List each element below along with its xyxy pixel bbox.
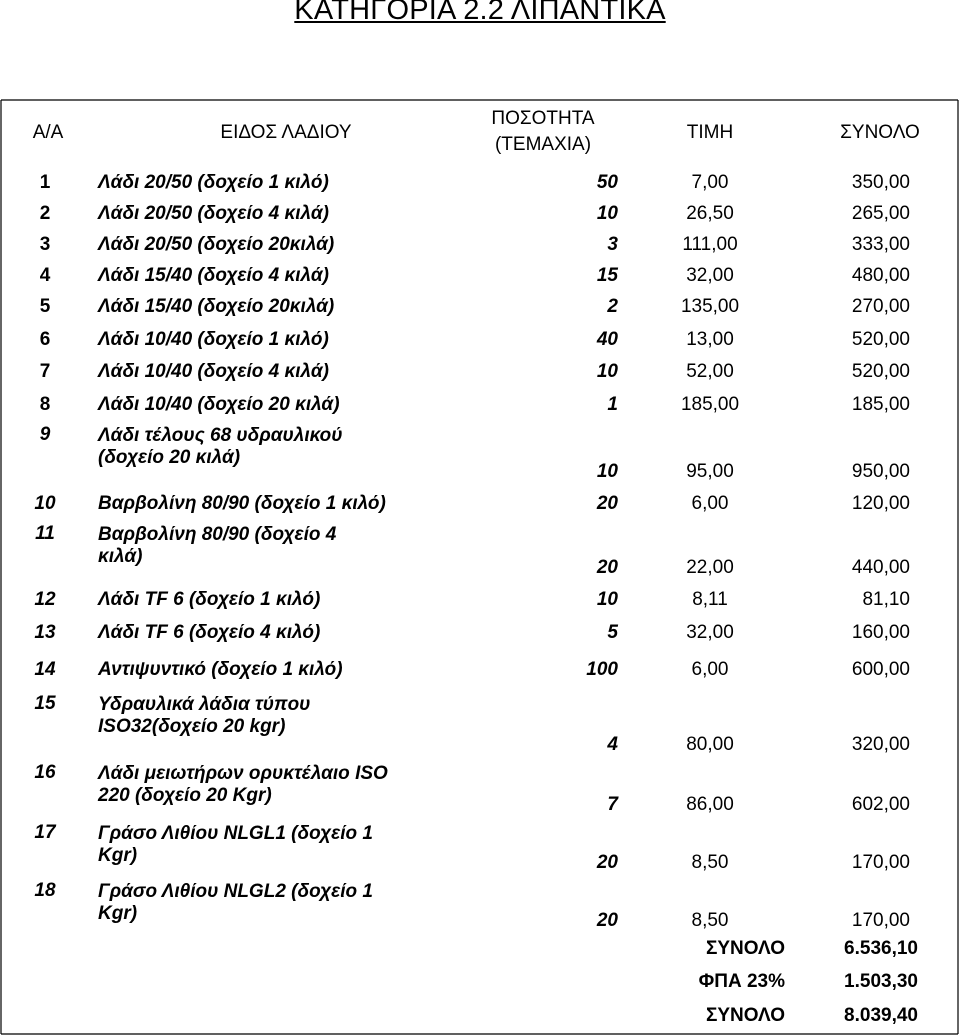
row-number: 5 (39, 296, 51, 317)
item-price: 8,50 (691, 910, 729, 931)
item-name: Λάδι 15/40 (δοχείο 4 κιλά) (98, 264, 329, 286)
item-total: 170,00 (851, 852, 910, 873)
item-quantity: 7 (607, 794, 618, 815)
row-number: 12 (34, 588, 56, 610)
item-quantity: 1 (607, 394, 618, 415)
item-quantity: 10 (596, 588, 618, 610)
item-price: 7,00 (691, 171, 729, 193)
header-qty-line2: (ΤΕΜΑΧΙΑ) (494, 134, 592, 155)
item-name: Λάδι TF 6 (δοχείο 4 κιλό) (98, 621, 321, 643)
item-name: Λάδι 10/40 (δοχείο 20 κιλά) (98, 394, 340, 415)
item-name: Λάδι TF 6 (δοχείο 1 κιλό) (98, 588, 321, 610)
summary-value: 8.039,40 (844, 1005, 918, 1026)
item-price: 32,00 (686, 264, 734, 286)
item-quantity: 40 (596, 328, 618, 350)
item-price: 185,00 (680, 394, 740, 415)
item-total: 81,10 (862, 588, 910, 610)
item-name-line: Γράσο Λιθίου NLGL2 (δοχείο 1 (98, 881, 373, 902)
summary-label: ΦΠΑ 23% (698, 971, 785, 992)
row-number: 16 (34, 762, 56, 783)
item-price: 8,11 (692, 588, 728, 610)
item-price: 52,00 (686, 361, 734, 382)
item-name: Βαρβολίνη 80/90 (δοχείο 1 κιλό) (98, 493, 386, 514)
item-price: 111,00 (682, 233, 738, 255)
item-name-line: Kgr) (98, 903, 138, 924)
summary-label: ΣΥΝΟΛΟ (705, 1005, 785, 1026)
item-name: Λάδι 10/40 (δοχείο 4 κιλά) (98, 361, 329, 382)
row-number: 18 (34, 880, 56, 901)
item-quantity: 10 (596, 361, 618, 382)
item-price: 13,00 (686, 328, 734, 350)
row-number: 14 (34, 659, 56, 680)
item-name-line: Γράσο Λιθίου NLGL1 (δοχείο 1 (98, 823, 373, 844)
item-name-line: 220 (δοχείο 20 Kgr) (98, 785, 272, 806)
row-number: 3 (39, 233, 51, 255)
header-aa: Α/Α (32, 122, 64, 143)
item-price: 8,50 (691, 852, 729, 873)
item-total: 520,00 (851, 361, 910, 382)
item-quantity: 20 (596, 493, 618, 514)
item-name-line: Υδραυλικά λάδια τύπου (98, 694, 311, 715)
row-number: 7 (39, 361, 51, 382)
summary-label: ΣΥΝΟΛΟ (705, 938, 785, 959)
item-name-line: Λάδι μειωτήρων ορυκτέλαιο ISO (98, 763, 388, 784)
row-number: 4 (39, 264, 51, 286)
item-name: Λάδι 15/40 (δοχείο 20κιλά) (98, 296, 335, 317)
item-quantity: 3 (607, 233, 618, 255)
item-quantity: 2 (607, 296, 618, 317)
header-price: ΤΙΜΗ (686, 122, 734, 143)
row-number: 15 (34, 693, 56, 714)
header-total: ΣΥΝΟΛΟ (840, 122, 920, 143)
item-total: 185,00 (851, 394, 910, 415)
item-name-line: Λάδι τέλους 68 υδραυλικού (98, 425, 343, 446)
item-quantity: 10 (596, 461, 618, 482)
item-quantity: 50 (596, 171, 618, 193)
row-number: 17 (34, 822, 56, 843)
item-total: 520,00 (851, 328, 910, 350)
item-total: 602,00 (851, 794, 910, 815)
row-number: 1 (39, 171, 51, 193)
item-name-line: Βαρβολίνη 80/90 (δοχείο 4 (98, 524, 337, 545)
item-name-line: Kgr) (98, 845, 138, 866)
row-number: 13 (34, 621, 56, 643)
row-number: 8 (39, 394, 51, 415)
item-quantity: 20 (596, 852, 618, 873)
item-quantity: 100 (586, 659, 618, 680)
item-price: 26,50 (686, 202, 734, 224)
row-number: 6 (39, 328, 51, 350)
item-price: 6,00 (691, 659, 729, 680)
item-quantity: 4 (607, 734, 618, 755)
page-title: ΚΑΤΗΓΟΡΙΑ 2.2 ΛΙΠΑΝΤΙΚΑ (294, 0, 666, 26)
item-quantity: 15 (596, 264, 618, 286)
item-total: 160,00 (851, 621, 910, 643)
item-name: Λάδι 20/50 (δοχείο 20κιλά) (98, 233, 335, 255)
row-number: 2 (39, 202, 51, 224)
item-name-line: (δοχείο 20 κιλά) (98, 447, 241, 468)
summary-value: 6.536,10 (844, 938, 918, 959)
item-price: 6,00 (691, 493, 729, 514)
item-total: 120,00 (851, 493, 910, 514)
item-name: Λάδι 10/40 (δοχείο 1 κιλό) (98, 328, 329, 350)
item-total: 265,00 (851, 202, 910, 224)
item-name-line: κιλά) (98, 546, 143, 567)
item-price: 135,00 (680, 296, 740, 317)
item-total: 320,00 (851, 734, 910, 755)
header-item: ΕΙΔΟΣ ΛΑΔΙΟΥ (220, 122, 352, 143)
item-total: 333,00 (851, 233, 910, 255)
summary-value: 1.503,30 (844, 971, 918, 992)
item-name: Λάδι 20/50 (δοχείο 4 κιλά) (98, 202, 329, 224)
item-total: 170,00 (851, 910, 910, 931)
item-total: 600,00 (851, 659, 910, 680)
item-price: 86,00 (686, 794, 734, 815)
item-price: 32,00 (686, 621, 734, 643)
item-price: 95,00 (686, 461, 734, 482)
row-number: 11 (35, 523, 55, 544)
row-number: 10 (34, 493, 56, 514)
item-quantity: 20 (596, 910, 618, 931)
header-qty-line1: ΠΟΣΟΤΗΤΑ (491, 108, 595, 129)
item-quantity: 10 (596, 202, 618, 224)
item-name: Αντιψυντικό (δοχείο 1 κιλό) (98, 659, 343, 680)
item-quantity: 5 (607, 621, 618, 643)
row-number: 9 (39, 424, 51, 445)
item-total: 950,00 (851, 461, 910, 482)
item-total: 440,00 (851, 557, 910, 578)
item-price: 22,00 (686, 557, 734, 578)
item-total: 350,00 (851, 171, 910, 193)
item-total: 270,00 (851, 296, 910, 317)
item-name: Λάδι 20/50 (δοχείο 1 κιλό) (98, 171, 329, 193)
item-quantity: 20 (596, 557, 618, 578)
item-price: 80,00 (686, 734, 734, 755)
item-total: 480,00 (851, 264, 910, 286)
item-name-line: ISO32(δοχείο 20 kgr) (98, 716, 286, 737)
